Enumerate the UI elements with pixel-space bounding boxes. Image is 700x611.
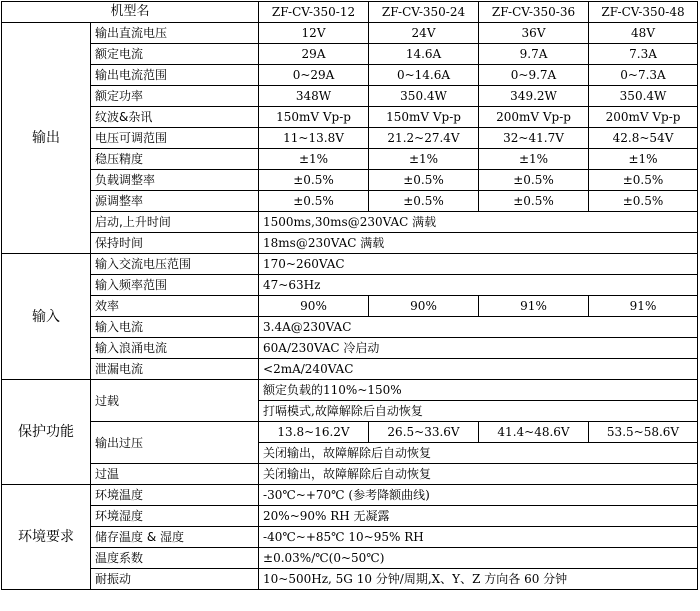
row-label: 过温: [91, 464, 259, 485]
cell: 150mV Vp-p: [259, 107, 369, 128]
cell: 13.8~16.2V: [259, 422, 369, 443]
cell: 20%~90% RH 无凝露: [259, 506, 698, 527]
cell: 9.7A: [479, 44, 589, 65]
cell: 关闭输出，故障解除后自动恢复: [259, 464, 698, 485]
table-row: [2, 422, 698, 443]
cell: 42.8~54V: [589, 128, 698, 149]
header-row: [2, 2, 698, 23]
row-label: 输入交流电压范围: [91, 254, 259, 275]
table-row: [2, 23, 698, 44]
row-label: 电压可调范围: [91, 128, 259, 149]
row-label: 储存温度 & 湿度: [91, 527, 259, 548]
cell: 48V: [589, 23, 698, 44]
group-protection: 保护功能: [2, 380, 91, 485]
cell: ±0.5%: [479, 191, 589, 212]
row-label: 纹波&杂讯: [91, 107, 259, 128]
row-label: 额定功率: [91, 86, 259, 107]
table-row: [2, 548, 698, 569]
cell: ±1%: [479, 149, 589, 170]
row-label: 负载调整率: [91, 170, 259, 191]
cell: 0~9.7A: [479, 65, 589, 86]
cell: ±0.03%/℃(0~50℃): [259, 548, 698, 569]
cell: ±1%: [259, 149, 369, 170]
table-row: [2, 170, 698, 191]
row-label: 效率: [91, 296, 259, 317]
table-row: [2, 380, 698, 401]
cell: <2mA/240VAC: [259, 359, 698, 380]
cell: 150mV Vp-p: [369, 107, 479, 128]
cell: 关闭输出，故障解除后自动恢复: [259, 443, 698, 464]
cell: ±1%: [589, 149, 698, 170]
table-row: [2, 275, 698, 296]
cell: 11~13.8V: [259, 128, 369, 149]
cell: ±1%: [369, 149, 479, 170]
cell: 18ms@230VAC 满载: [259, 233, 698, 254]
row-label: 温度系数: [91, 548, 259, 569]
row-label: 稳压精度: [91, 149, 259, 170]
table-row: [2, 149, 698, 170]
cell: 12V: [259, 23, 369, 44]
cell: ±0.5%: [589, 191, 698, 212]
cell: -30℃~+70℃ (参考降额曲线): [259, 485, 698, 506]
table-row: [2, 233, 698, 254]
cell: 90%: [259, 296, 369, 317]
cell: ±0.5%: [259, 191, 369, 212]
table-row: [2, 464, 698, 485]
cell: 0~14.6A: [369, 65, 479, 86]
model-label: 机型名: [2, 2, 259, 23]
model-name: ZF-CV-350-48: [589, 2, 698, 23]
cell: 53.5~58.6V: [589, 422, 698, 443]
group-output: 输出: [2, 23, 91, 254]
table-row: [2, 527, 698, 548]
row-label: 输出电流范围: [91, 65, 259, 86]
row-label: 源调整率: [91, 191, 259, 212]
row-label: 保持时间: [91, 233, 259, 254]
cell: 0~7.3A: [589, 65, 698, 86]
row-label: 泄漏电流: [91, 359, 259, 380]
row-label: 启动,上升时间: [91, 212, 259, 233]
table-row: [2, 338, 698, 359]
table-row: [2, 86, 698, 107]
cell: 91%: [479, 296, 589, 317]
table-row: [2, 296, 698, 317]
cell: 348W: [259, 86, 369, 107]
model-name: ZF-CV-350-36: [479, 2, 589, 23]
cell: 200mV Vp-p: [479, 107, 589, 128]
cell: 32~41.7V: [479, 128, 589, 149]
row-label: 输入浪涌电流: [91, 338, 259, 359]
cell: 1500ms,30ms@230VAC 满载: [259, 212, 698, 233]
table-row: [2, 359, 698, 380]
cell: 0~29A: [259, 65, 369, 86]
cell: 170~260VAC: [259, 254, 698, 275]
table-row: [2, 506, 698, 527]
row-label: 输出直流电压: [91, 23, 259, 44]
table-row: [2, 65, 698, 86]
row-label: 额定电流: [91, 44, 259, 65]
cell: 14.6A: [369, 44, 479, 65]
cell: 60A/230VAC 冷启动: [259, 338, 698, 359]
table-row: [2, 107, 698, 128]
cell: 36V: [479, 23, 589, 44]
model-name: ZF-CV-350-24: [369, 2, 479, 23]
cell: ±0.5%: [479, 170, 589, 191]
cell: 额定负载的110%~150%: [259, 380, 698, 401]
cell: 41.4~48.6V: [479, 422, 589, 443]
table-row: [2, 44, 698, 65]
cell: ±0.5%: [589, 170, 698, 191]
cell: 349.2W: [479, 86, 589, 107]
table-row: [2, 128, 698, 149]
cell: 350.4W: [369, 86, 479, 107]
cell: 7.3A: [589, 44, 698, 65]
cell: 21.2~27.4V: [369, 128, 479, 149]
cell: 24V: [369, 23, 479, 44]
cell: 10~500Hz, 5G 10 分钟/周期,X、Y、Z 方向各 60 分钟: [259, 569, 698, 590]
row-label: 输出过压: [91, 422, 259, 464]
cell: ±0.5%: [259, 170, 369, 191]
model-name: ZF-CV-350-12: [259, 2, 369, 23]
row-label: 输入电流: [91, 317, 259, 338]
cell: 200mV Vp-p: [589, 107, 698, 128]
cell: -40℃~+85℃ 10~95% RH: [259, 527, 698, 548]
cell: 打嗝模式,故障解除后自动恢复: [259, 401, 698, 422]
cell: ±0.5%: [369, 170, 479, 191]
table-row: [2, 212, 698, 233]
row-label: 输入频率范围: [91, 275, 259, 296]
group-environment: 环境要求: [2, 485, 91, 590]
cell: 350.4W: [589, 86, 698, 107]
row-label: 环境温度: [91, 485, 259, 506]
table-row: [2, 254, 698, 275]
cell: 26.5~33.6V: [369, 422, 479, 443]
cell: 47~63Hz: [259, 275, 698, 296]
table-row: [2, 317, 698, 338]
cell: ±0.5%: [369, 191, 479, 212]
group-input: 输入: [2, 254, 91, 380]
row-label: 环境湿度: [91, 506, 259, 527]
table-row: [2, 191, 698, 212]
cell: 29A: [259, 44, 369, 65]
table-row: [2, 569, 698, 590]
cell: 91%: [589, 296, 698, 317]
row-label: 耐振动: [91, 569, 259, 590]
row-label: 过载: [91, 380, 259, 422]
cell: 3.4A@230VAC: [259, 317, 698, 338]
spec-table: [1, 1, 698, 590]
cell: 90%: [369, 296, 479, 317]
table-row: [2, 485, 698, 506]
